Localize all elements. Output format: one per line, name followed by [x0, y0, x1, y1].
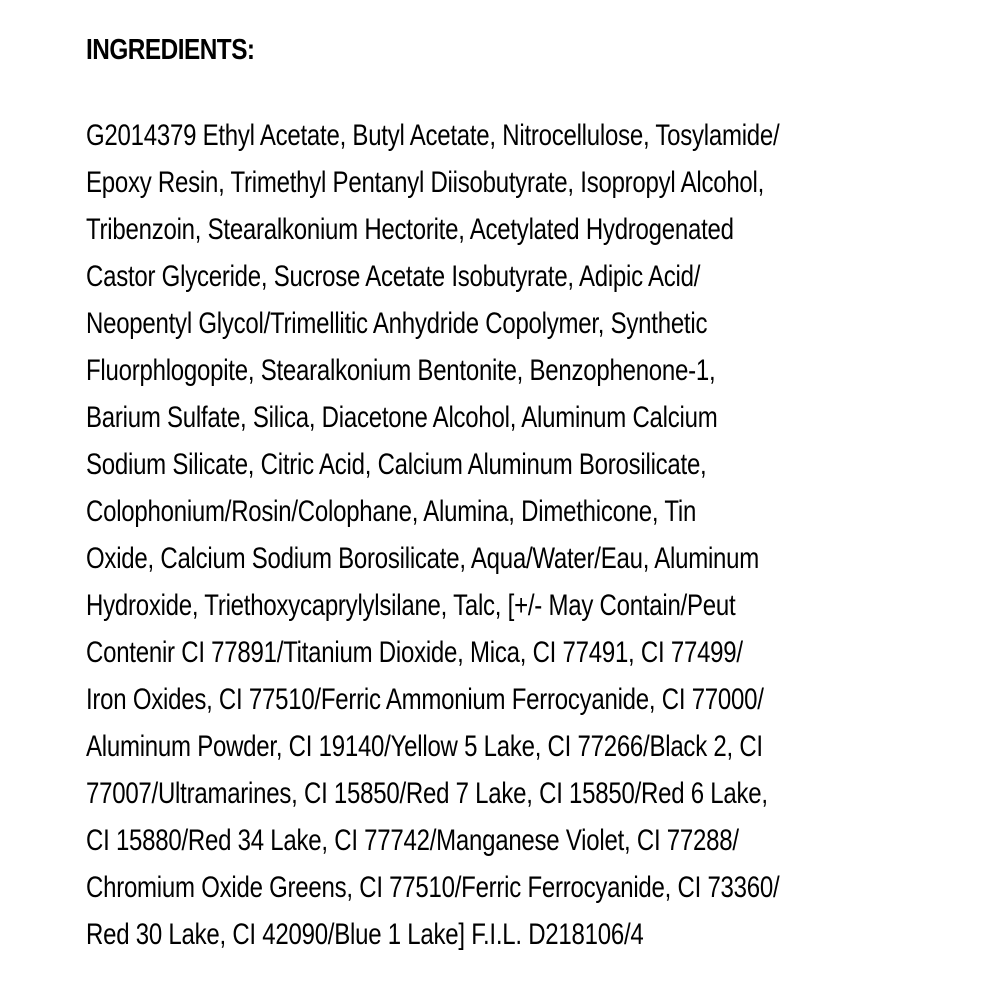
ingredients-line: Hydroxide, Triethoxycaprylylsilane, Talc, [+/- May Contain/Peut: [86, 589, 736, 622]
ingredients-text: [86, 112, 1000, 958]
ingredients-line: Oxide, Calcium Sodium Borosilicate, Aqua/Water/Eau, Aluminum: [86, 542, 760, 575]
ingredients-line: Tribenzoin, Stearalkonium Hectorite, Acetylated Hydrogenated: [86, 213, 734, 246]
ingredients-line: Castor Glyceride, Sucrose Acetate Isobutyrate, Adipic Acid/: [86, 260, 701, 293]
ingredients-line: Iron Oxides, CI 77510/Ferric Ammonium Ferrocyanide, CI 77000/: [86, 683, 764, 716]
ingredients-panel: [86, 28, 966, 951]
ingredients-line: Aluminum Powder, CI 19140/Yellow 5 Lake, CI 77266/Black 2, CI: [86, 730, 763, 763]
ingredients-line: G2014379 Ethyl Acetate, Butyl Acetate, Nitrocellulose, Tosylamide/: [86, 119, 780, 152]
ingredients-line: Red 30 Lake, CI 42090/Blue 1 Lake] F.I.L. D218106/4: [86, 918, 644, 951]
ingredients-line: Colophonium/Rosin/Colophane, Alumina, Dimethicone, Tin: [86, 495, 697, 528]
ingredients-line: 77007/Ultramarines, CI 15850/Red 7 Lake, CI 15850/Red 6 Lake,: [86, 777, 768, 810]
ingredients-line: Fluorphlogopite, Stearalkonium Bentonite, Benzophenone-1,: [86, 354, 716, 387]
ingredients-line: Chromium Oxide Greens, CI 77510/Ferric Ferrocyanide, CI 73360/: [86, 871, 780, 904]
ingredients-line: Contenir CI 77891/Titanium Dioxide, Mica, CI 77491, CI 77499/: [86, 636, 743, 669]
ingredients-heading: INGREDIENTS:: [86, 34, 255, 66]
ingredients-line: CI 15880/Red 34 Lake, CI 77742/Manganese Violet, CI 77288/: [86, 824, 739, 857]
ingredients-line: Neopentyl Glycol/Trimellitic Anhydride Copolymer, Synthetic: [86, 307, 708, 340]
ingredients-line: Epoxy Resin, Trimethyl Pentanyl Diisobutyrate, Isopropyl Alcohol,: [86, 166, 765, 199]
ingredients-line: Barium Sulfate, Silica, Diacetone Alcohol, Aluminum Calcium: [86, 401, 718, 434]
ingredients-line: Sodium Silicate, Citric Acid, Calcium Aluminum Borosilicate,: [86, 448, 707, 481]
